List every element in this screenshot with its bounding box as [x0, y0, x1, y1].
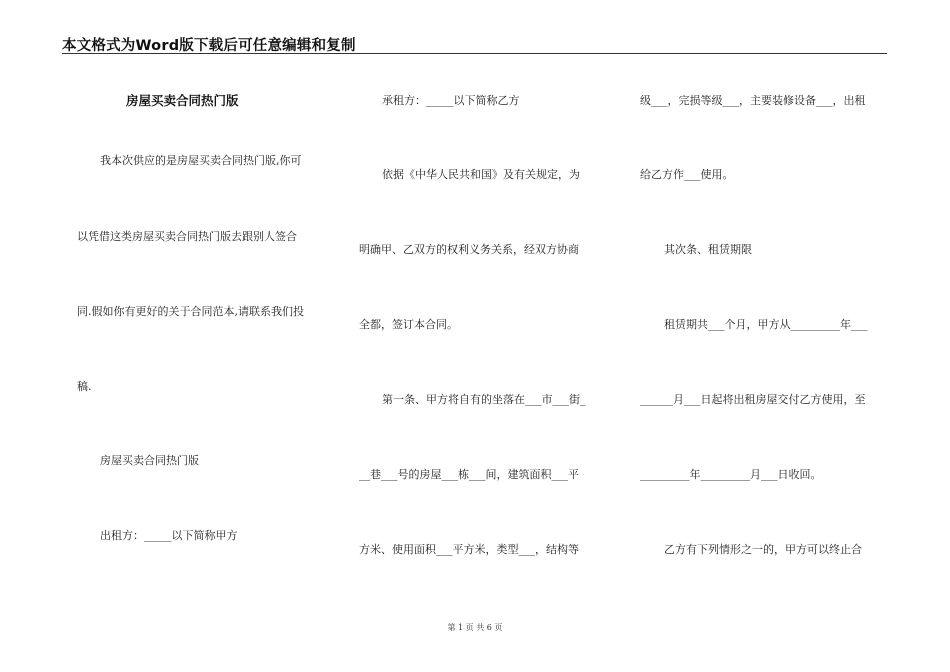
text-line: 以凭借这类房屋买卖合同热门版去跟别人签合	[77, 230, 297, 243]
text-line: 同.假如你有更好的关于合同范本,请联系我们投	[77, 305, 304, 318]
text-line: 全都，签订本合同。	[359, 318, 458, 331]
text-line: 明确甲、乙双方的权利义务关系，经双方协商	[359, 243, 579, 256]
section-heading: 房屋买卖合同热门版	[100, 454, 199, 467]
document-header-banner: 本文格式为Word版下载后可任意编辑和复制	[62, 38, 356, 54]
text-line: 给乙方作___使用。	[640, 168, 734, 181]
section-heading: 其次条、租赁期限	[664, 243, 752, 256]
text-line: 承租方：_____以下简称乙方	[382, 94, 520, 107]
header-rule	[62, 53, 887, 54]
document-title: 房屋买卖合同热门版	[126, 93, 239, 108]
text-line: 出租方：_____以下简称甲方	[100, 529, 238, 542]
text-line: ______月___日起将出租房屋交付乙方使用，至	[640, 393, 866, 406]
text-line: 级___，完损等级___，主要装修设备___，出租	[640, 94, 866, 107]
text-line: __巷___号的房屋___栋___间，建筑面积___平	[359, 468, 579, 481]
text-line: 稿.	[77, 380, 92, 393]
text-line: 乙方有下列情形之一的，甲方可以终止合	[664, 543, 862, 556]
text-line: _________年_________月___日收回。	[640, 468, 822, 481]
page-number-footer: 第 1 页 共 6 页	[447, 623, 503, 632]
text-line: 方米、使用面积___平方米，类型___，结构等	[359, 543, 579, 556]
text-line: 依据《中华人民共和国》及有关规定，为	[382, 168, 580, 181]
text-line: 第一条、甲方将自有的坐落在___市___街_	[382, 393, 586, 406]
text-line: 租赁期共___个月，甲方从_________年___	[664, 318, 868, 331]
text-line: 我本次供应的是房屋买卖合同热门版,你可	[100, 154, 302, 167]
